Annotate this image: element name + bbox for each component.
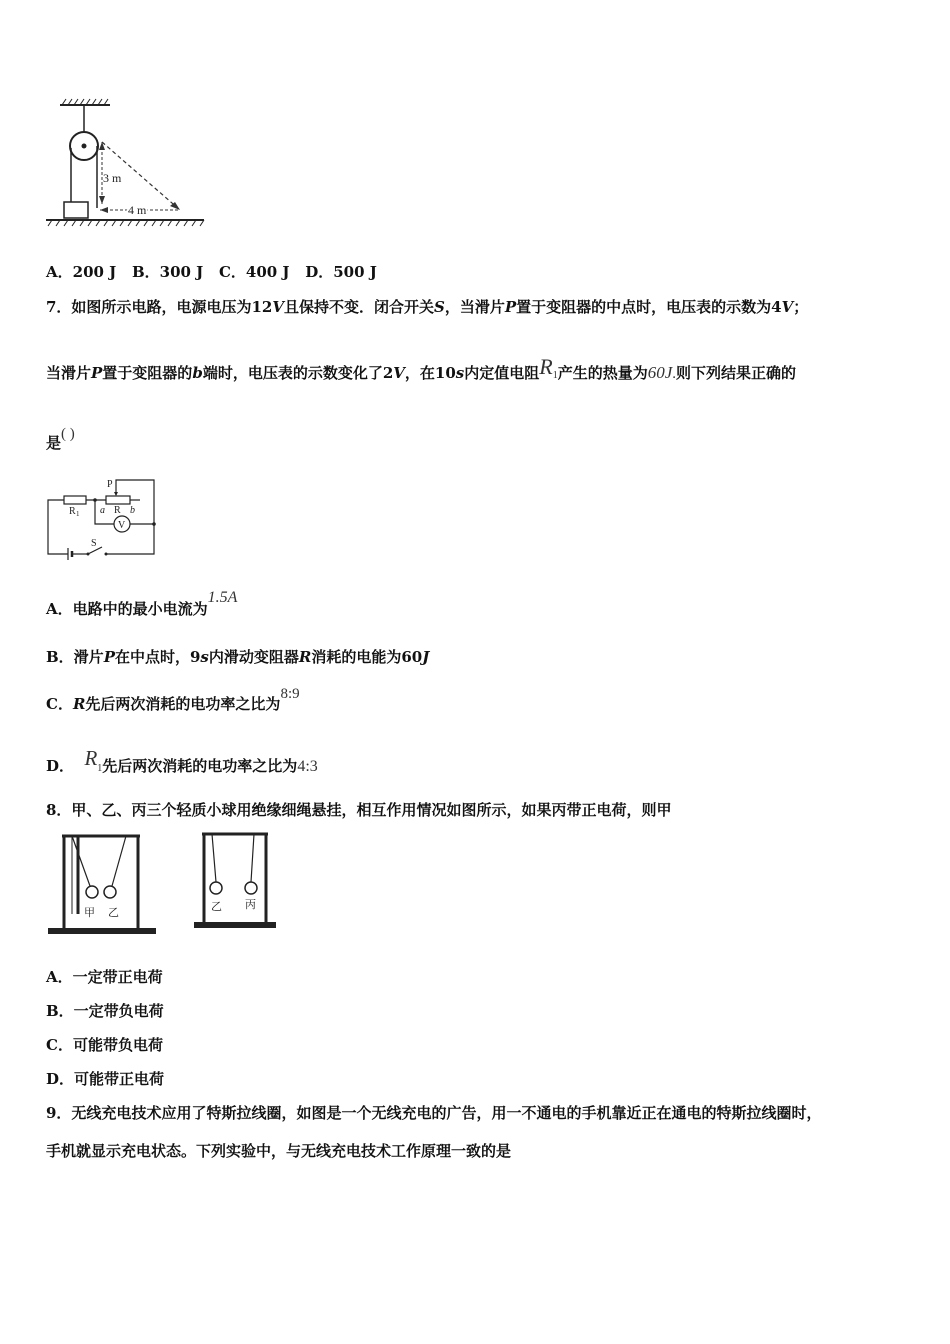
balls-figure bbox=[46, 830, 278, 940]
text: B．滑片 bbox=[46, 648, 104, 666]
q7-option-d[interactable] bbox=[46, 746, 318, 777]
label-a: a bbox=[100, 505, 105, 516]
text: P bbox=[103, 648, 115, 666]
text: R bbox=[72, 695, 86, 713]
text: 则下列结果正确的 bbox=[676, 364, 797, 382]
q8-stem: 8．甲、乙、丙三个轻质小球用绝缘细绳悬挂，相互作用情况如图所示，如果丙带正电荷，则甲 bbox=[46, 801, 672, 819]
q8-option-c[interactable]: C．可能带负电荷 bbox=[46, 1036, 163, 1054]
text: ，在10 bbox=[404, 364, 456, 382]
q7-option-b[interactable] bbox=[46, 646, 429, 667]
label-b: b bbox=[130, 505, 135, 516]
pulley-figure bbox=[44, 96, 214, 234]
text: 置于变阻器的 bbox=[102, 364, 193, 382]
label-r1: R bbox=[69, 506, 76, 517]
q8-option-b[interactable]: B．一定带负电荷 bbox=[46, 1002, 164, 1020]
text: R bbox=[84, 746, 98, 770]
q9-stem-line1: 9．无线充电技术应用了特斯拉线圈，如图是一个无线充电的广告，用一不通电的手机靠近正在通电的特斯拉线圈时， bbox=[46, 1104, 822, 1122]
text: ( ) bbox=[61, 426, 75, 442]
text: 1 bbox=[97, 763, 103, 774]
text: 1.5A bbox=[207, 589, 238, 606]
label-yi: 乙 bbox=[108, 907, 119, 919]
q7-option-c[interactable] bbox=[46, 686, 300, 714]
text: 8:9 bbox=[280, 686, 300, 702]
text: V bbox=[272, 298, 284, 316]
text: 端时，电压表的示数变化了2 bbox=[202, 364, 394, 382]
text: . bbox=[672, 366, 677, 382]
label-jia: 甲 bbox=[84, 907, 95, 919]
text: 在中点时，9 bbox=[114, 648, 201, 666]
q7-option-a[interactable] bbox=[46, 589, 238, 619]
q6-options bbox=[46, 261, 377, 282]
text: 置于变阻器的中点时，电压表的示数为4 bbox=[516, 298, 782, 316]
label-r: R bbox=[114, 505, 121, 516]
text: P bbox=[91, 364, 103, 382]
q7-stem-line1 bbox=[46, 296, 808, 317]
text: 先后两次消耗的电功率之比为 bbox=[102, 757, 298, 775]
text: 是 bbox=[46, 434, 62, 452]
label-yi-2: 乙 bbox=[211, 901, 222, 913]
label-p: P bbox=[107, 479, 113, 490]
voltmeter-icon: V bbox=[118, 520, 126, 531]
label-s: S bbox=[91, 538, 97, 549]
q7-stem-line2 bbox=[46, 354, 797, 384]
text: 4:3 bbox=[297, 758, 318, 775]
text: b bbox=[192, 364, 203, 382]
text: C． bbox=[46, 695, 73, 713]
q6-option-a[interactable]: A．200 J bbox=[46, 263, 117, 281]
q8-option-d[interactable]: D．可能带正电荷 bbox=[46, 1070, 165, 1088]
label-4m: 4 m bbox=[128, 203, 147, 217]
text: 且保持不变．闭合开关 bbox=[283, 298, 434, 316]
text: R bbox=[539, 354, 553, 379]
text: s bbox=[455, 364, 465, 382]
text: ，当滑片 bbox=[444, 298, 505, 316]
text: P bbox=[504, 298, 517, 316]
text: V bbox=[781, 298, 794, 316]
text: D． bbox=[46, 757, 75, 775]
text: 当滑片 bbox=[46, 364, 92, 382]
q8-option-a[interactable]: A．一定带正电荷 bbox=[46, 968, 163, 986]
text: 内滑动变阻器 bbox=[208, 648, 299, 666]
text: R bbox=[298, 648, 312, 666]
text: J bbox=[422, 648, 430, 666]
text: 先后两次消耗的电功率之比为 bbox=[85, 695, 281, 713]
text: 产生的热量为 bbox=[557, 364, 648, 382]
text: 1 bbox=[552, 370, 558, 381]
q9-stem-line2: 手机就显示充电状态。下列实验中，与无线充电技术工作原理一致的是 bbox=[46, 1142, 512, 1160]
text: s bbox=[200, 648, 209, 666]
circuit-figure bbox=[44, 474, 162, 566]
text: 7．如图所示电路，电源电压为12 bbox=[46, 298, 273, 316]
text: V bbox=[393, 364, 405, 382]
text: 消耗的电能为60 bbox=[311, 648, 423, 666]
label-r1-sub: 1 bbox=[76, 510, 80, 518]
q7-stem-line3 bbox=[46, 426, 75, 453]
text: S bbox=[433, 298, 445, 316]
text: A．电路中的最小电流为 bbox=[46, 600, 208, 618]
q6-option-b[interactable]: B．300 J bbox=[131, 263, 204, 281]
text: 60J bbox=[647, 363, 673, 382]
label-bing: 丙 bbox=[245, 899, 256, 911]
q6-option-c[interactable]: C．400 J bbox=[218, 263, 290, 281]
q6-option-d[interactable]: D．500 J bbox=[305, 263, 377, 281]
text: ； bbox=[793, 298, 809, 316]
label-3m: 3 m bbox=[103, 171, 122, 185]
text: 内定值电阻 bbox=[464, 364, 540, 382]
